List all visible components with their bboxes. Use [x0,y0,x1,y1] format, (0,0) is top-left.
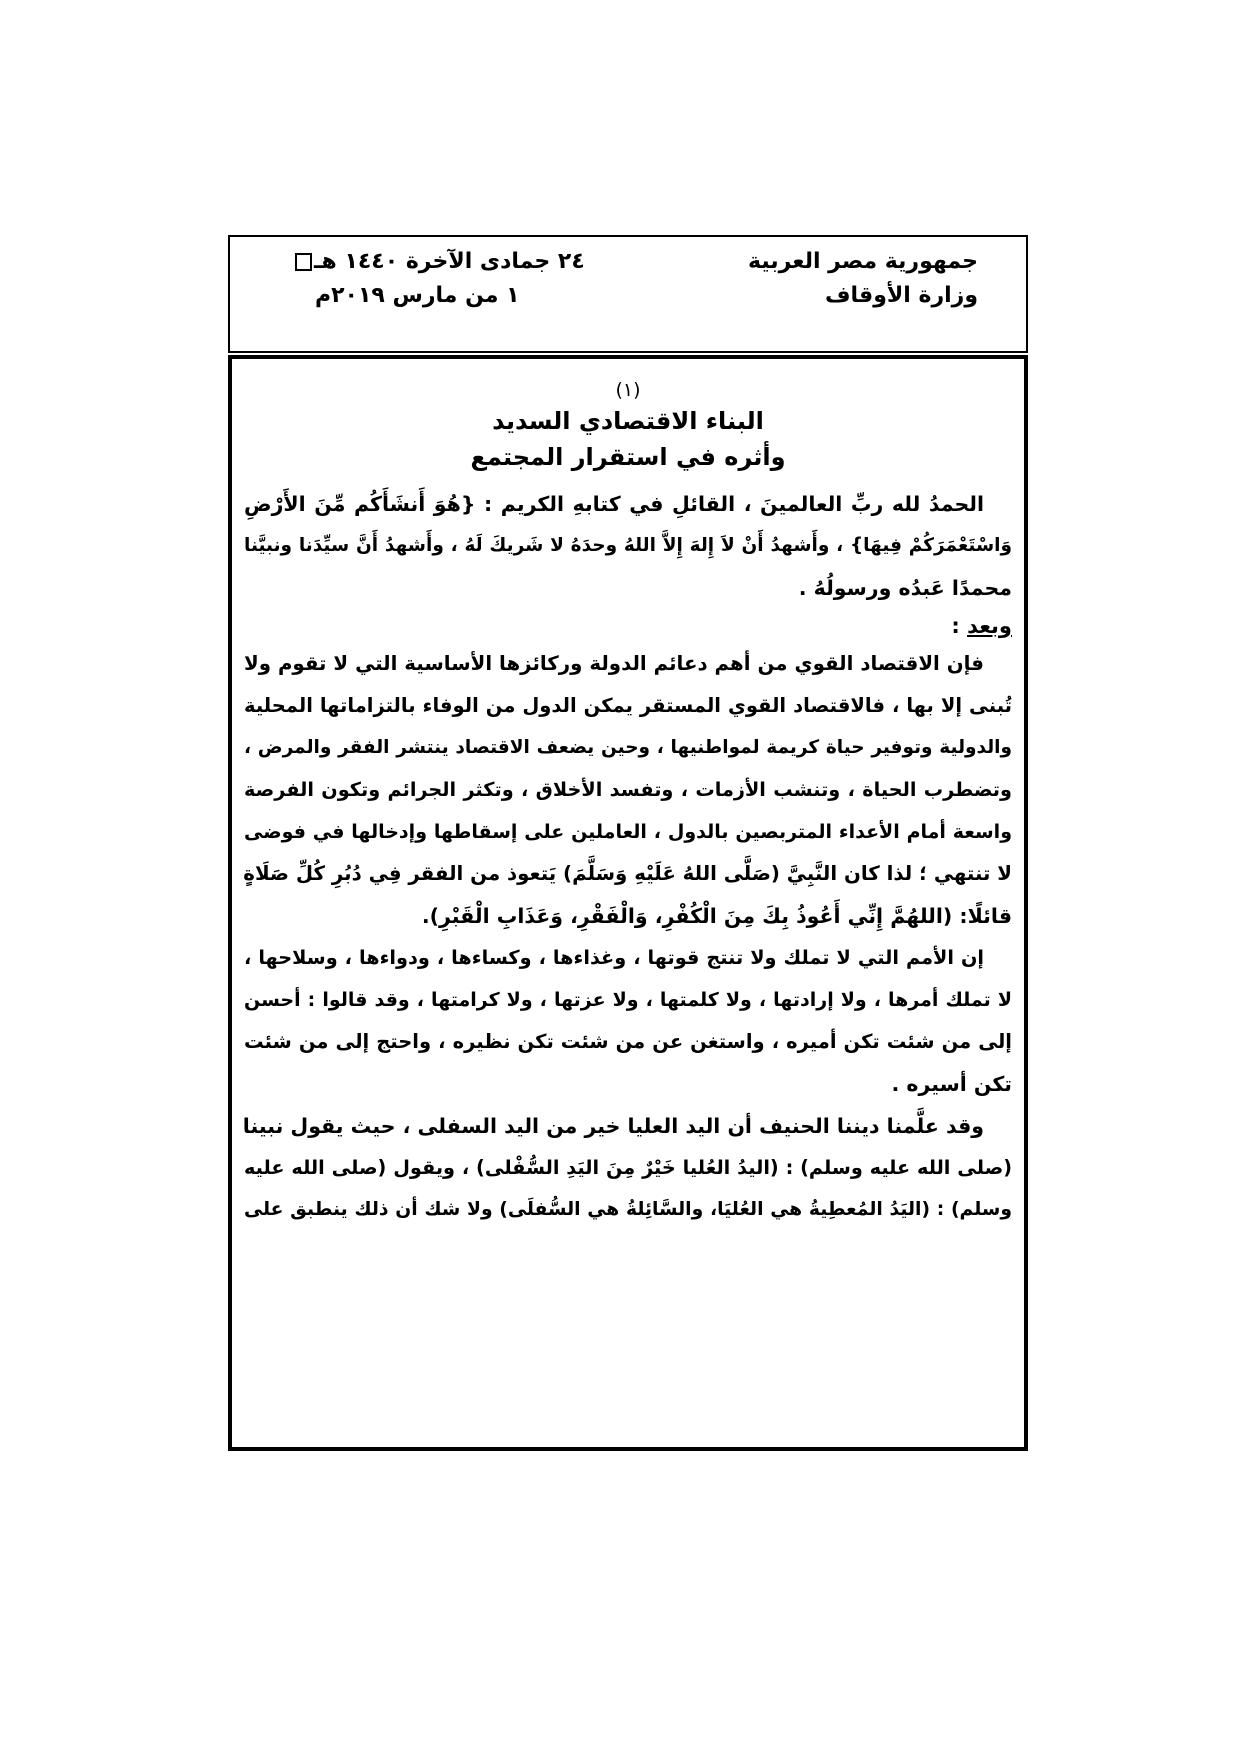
hijri-date-text: ٢٤ جمادى الآخرة ١٤٤٠ هـ [314,249,585,274]
paragraph-line: (صلى الله عليه وسلم) : (اليدُ العُليا خَيْرٌ مِنَ اليَدِ السُّفْلى) ، ويقول (صلى الله عليه [244,1156,1012,1179]
paragraph-line: تُبنى إلا بها ، فالاقتصاد القوي المستقر يمكن الدول من الوفاء بالتزاماتها المحلية [244,694,1012,717]
sermon-body [228,355,1028,1451]
ministry-name: وزارة الأوقاف [824,283,978,308]
paragraph-line: والدولية وتوفير حياة كريمة لمواطنيها ، وحين يضعف الاقتصاد ينتشر الفقر والمرض ، [244,737,1012,758]
subheading [244,609,1012,643]
country-name: جمهورية مصر العربية [748,249,978,274]
paragraph-line: فإن الاقتصاد القوي من أهم دعائم الدولة وركائزها الأساسية التي لا تقوم ولا [244,652,984,675]
paragraph-line: لا تملك أمرها ، ولا إرادتها ، ولا كلمتها ، ولا عزتها ، ولا كرامتها ، وقد قالوا : أحسن [244,989,1012,1011]
paragraph-line: لا تنتهي ؛ لذا كان النَّبِيَّ (صَلَّى اللهُ عَلَيْهِ وَسَلَّمَ) يَتعوذ من الفقر فِي دُبُرِ كُلِّ صَلَاةٍ [243,862,1012,885]
paragraph-line: تكن أسيره . [891,1072,1012,1096]
paragraph-line: واسعة أمام الأعداء المتربصين بالدول ، العاملين على إسقاطها وإدخالها في فوضى [244,821,1012,843]
paragraph-line: إن الأمم التي لا تملك ولا تنتج قوتها ، وغذاءها ، وكساءها ، ودواءها ، وسلاحها ، [244,946,984,969]
sermon-title-line-1: البناء الاقتصادي السديد [492,407,764,435]
sermon-title-line-2: وأثره في استقرار المجتمع [470,443,786,471]
document-header [228,235,1028,353]
paragraph-line: وقد علَّمنا ديننا الحنيف أن اليد العليا خير من اليد السفلى ، حيث يقول نبينا [242,1114,984,1138]
paragraph-line: إلى من شئت تكن أميره ، واستغن عن من شئت تكن نظيره ، واحتج إلى من شئت [244,1030,1012,1053]
paragraph-line: وسلم) : (اليَدُ المُعطِيةُ هي العُليَا، والسَّائِلةُ هي السُّفلَى) ولا شك أن ذلك ينطبق على [244,1199,1012,1220]
paragraph-line: وتضطرب الحياة ، وتنشب الأزمات ، وتفسد الأخلاق ، وتكثر الجرائم وتكون الفرصة [244,778,1012,801]
paragraph-line: قائلًا: (اللهُمَّ إِنِّي أَعُوذُ بِكَ مِنَ الْكُفْرِ، وَالْفَقْرِ، وَعَذَابِ الْقَبْرِ). [421,904,1012,928]
subheading-word: وبعد [967,614,1012,638]
hijri-date [295,247,585,277]
paragraph-line: وَاسْتَعْمَرَكُمْ فِيهَا} ، وأَشهدُ أَنْ لاَ إِلهَ إِلاَّ اللهُ وحدَهُ لا شَريكَ لَهُ ، وأَشهدُ أَنَّ سيِّدَنا ونبيَّنا [244,535,1012,556]
subheading-colon: : [951,614,960,638]
gregorian-date: ١ من مارس ٢٠١٩م [315,283,520,308]
sermon-content [244,377,1012,1231]
missing-glyph-box [295,253,312,271]
paragraph-line: الحمدُ لله ربِّ العالمينَ ، القائلِ في كتابهِ الكريم : {هُوَ أَنشَأَكُم مِّنَ الأَرْضِ [244,492,984,516]
paragraph-line: محمدًا عَبدُه ورسولُهُ . [798,576,1012,600]
sermon-number: (١) [615,379,641,401]
